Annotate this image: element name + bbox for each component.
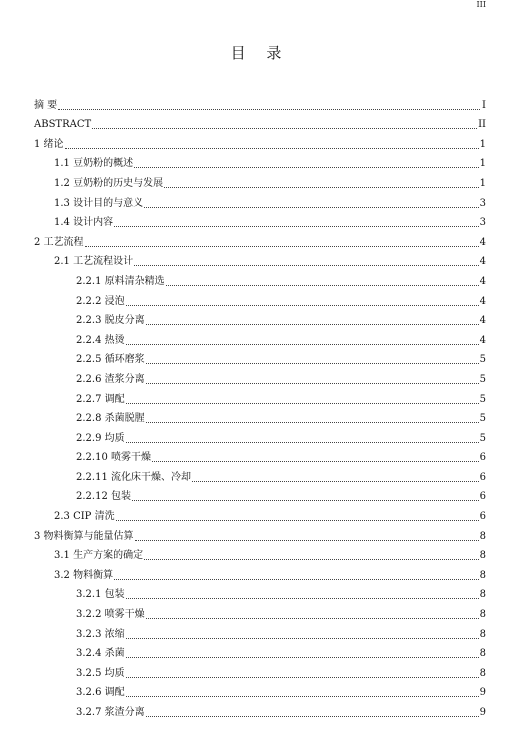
toc-entry-label: 2.2.8 杀菌脱腥 — [76, 413, 145, 425]
toc-entry-label: 3.2.2 喷雾干燥 — [76, 609, 145, 621]
toc-entry-page-number: 1 — [479, 138, 486, 150]
toc-entry-page-number: 4 — [479, 295, 486, 307]
toc-entry[interactable] — [34, 170, 486, 190]
toc-entry-page-number: 4 — [479, 236, 486, 248]
toc-entry-label: 2.1 工艺流程设计 — [54, 256, 134, 268]
toc-entry-page-number: 9 — [479, 707, 486, 718]
toc-entry[interactable] — [34, 229, 486, 249]
toc-entry-page-number: 4 — [479, 315, 486, 327]
dot-leader — [126, 442, 479, 443]
toc-entry-page-number: 5 — [479, 354, 486, 366]
dot-leader — [126, 677, 479, 678]
toc-entry-page-number: 4 — [479, 256, 486, 268]
dot-leader — [146, 324, 479, 325]
toc-entry[interactable] — [34, 543, 486, 563]
toc-entry-label: 3 物料衡算与能量估算 — [34, 530, 134, 542]
dot-leader — [144, 207, 479, 208]
toc-entry[interactable] — [34, 464, 486, 484]
toc-entry-page-number: 5 — [479, 432, 486, 444]
page-title: 目 录 — [230, 44, 290, 62]
toc-entry[interactable] — [34, 484, 486, 504]
dot-leader — [92, 128, 477, 129]
dot-leader — [146, 422, 479, 423]
toc-entry-label: 摘 要 — [34, 99, 58, 111]
toc-entry-page-number: I — [482, 99, 486, 111]
toc-entry-page-number: 5 — [479, 373, 486, 385]
dot-leader — [114, 579, 479, 580]
toc-entry[interactable] — [34, 699, 486, 719]
toc-entry[interactable] — [34, 503, 486, 523]
dot-leader — [85, 246, 479, 247]
toc-entry[interactable] — [34, 386, 486, 406]
toc-entry-label: ABSTRACT — [34, 119, 92, 131]
dot-leader — [152, 461, 479, 462]
dot-leader — [126, 344, 479, 345]
toc-entry[interactable] — [34, 660, 486, 680]
toc-entry-label: 1 绪论 — [34, 138, 64, 150]
toc-entry[interactable] — [34, 308, 486, 328]
toc-entry-page-number: 8 — [479, 609, 486, 621]
toc-entry-label: 3.2.5 均质 — [76, 667, 125, 679]
dot-leader — [132, 500, 479, 501]
toc-entry[interactable] — [34, 582, 486, 602]
toc-entry-label: 2.2.9 均质 — [76, 432, 125, 444]
toc-entry-label: 2.2.12 包装 — [76, 491, 131, 503]
dot-leader — [144, 559, 479, 560]
toc-entry-page-number: 1 — [479, 177, 486, 189]
toc-entry[interactable] — [34, 425, 486, 445]
toc-entry-page-number: 6 — [479, 452, 486, 464]
toc-entry-label: 2.2.3 脱皮分离 — [76, 315, 145, 327]
toc-entry[interactable] — [34, 249, 486, 269]
dot-leader — [166, 285, 479, 286]
dot-leader — [116, 520, 479, 521]
toc-entry-label: 2.2.11 流化床干燥、冷却 — [76, 471, 191, 483]
dot-leader — [126, 657, 479, 658]
toc-entry[interactable] — [34, 151, 486, 171]
page-number: III — [476, 0, 486, 9]
dot-leader — [126, 696, 479, 697]
toc-entry-page-number: 6 — [479, 471, 486, 483]
toc-entry-page-number: 8 — [479, 530, 486, 542]
dot-leader — [146, 716, 479, 717]
toc-entry-label: 2 工艺流程 — [34, 236, 84, 248]
toc-entry-label: 1.1 豆奶粉的概述 — [54, 158, 134, 170]
dot-leader — [65, 148, 479, 149]
toc-entry-label: 2.2.2 浸泡 — [76, 295, 125, 307]
toc-entry[interactable] — [34, 641, 486, 661]
toc-entry-label: 3.2.6 调配 — [76, 687, 125, 699]
toc-entry[interactable] — [34, 406, 486, 426]
toc-entry[interactable] — [34, 268, 486, 288]
toc-entry-label: 2.2.4 热烫 — [76, 334, 125, 346]
table-of-contents — [34, 92, 486, 719]
toc-entry-page-number: 8 — [479, 628, 486, 640]
dot-leader — [126, 598, 479, 599]
toc-entry-page-number: 6 — [479, 491, 486, 503]
toc-entry-page-number: 3 — [479, 217, 486, 229]
toc-entry[interactable] — [34, 347, 486, 367]
toc-entry-page-number: 4 — [479, 334, 486, 346]
dot-leader — [134, 167, 479, 168]
dot-leader — [146, 618, 479, 619]
toc-entry[interactable] — [34, 445, 486, 465]
toc-entry-page-number: 6 — [479, 511, 486, 523]
toc-entry[interactable] — [34, 112, 486, 132]
toc-entry-label: 3.2.3 浓缩 — [76, 628, 125, 640]
toc-entry-page-number: 8 — [479, 648, 486, 660]
toc-entry-label: 3.2.4 杀菌 — [76, 648, 125, 660]
dot-leader — [146, 383, 479, 384]
dot-leader — [192, 481, 479, 482]
toc-entry-label: 2.2.7 调配 — [76, 393, 125, 405]
toc-entry-label: 3.2.7 浆渣分离 — [76, 707, 145, 718]
dot-leader — [134, 265, 479, 266]
toc-entry-label: 2.2.6 渣浆分离 — [76, 373, 145, 385]
toc-entry-page-number: 8 — [479, 569, 486, 581]
toc-entry-page-number: II — [478, 119, 486, 131]
toc-entry-label: 3.1 生产方案的确定 — [54, 550, 144, 562]
toc-entry-label: 3.2.1 包装 — [76, 589, 125, 601]
toc-entry[interactable] — [34, 523, 486, 543]
toc-entry-label: 3.2 物料衡算 — [54, 569, 114, 581]
toc-entry-label: 1.3 设计目的与意义 — [54, 197, 144, 209]
toc-entry[interactable] — [34, 190, 486, 210]
toc-entry-page-number: 3 — [479, 197, 486, 209]
toc-entry-page-number: 1 — [479, 158, 486, 170]
toc-entry[interactable] — [34, 210, 486, 230]
dot-leader — [135, 540, 479, 541]
toc-entry[interactable] — [34, 131, 486, 151]
toc-entry-page-number: 8 — [479, 550, 486, 562]
dot-leader — [126, 305, 479, 306]
toc-entry[interactable] — [34, 621, 486, 641]
toc-entry-label: 2.2.10 喷雾干燥 — [76, 452, 151, 464]
toc-entry-label: 2.3 CIP 清洗 — [54, 511, 115, 523]
toc-entry-page-number: 5 — [479, 413, 486, 425]
dot-leader — [164, 187, 479, 188]
dot-leader — [58, 109, 480, 110]
dot-leader — [146, 363, 479, 364]
toc-entry[interactable] — [34, 562, 486, 582]
toc-entry-label: 1.4 设计内容 — [54, 217, 114, 229]
toc-entry-page-number: 8 — [479, 667, 486, 679]
dot-leader — [114, 226, 479, 227]
toc-entry[interactable] — [34, 601, 486, 621]
toc-entry[interactable] — [34, 680, 486, 700]
toc-entry-page-number: 8 — [479, 589, 486, 601]
toc-entry-page-number: 4 — [479, 275, 486, 287]
toc-entry[interactable] — [34, 288, 486, 308]
dot-leader — [126, 403, 479, 404]
toc-entry-page-number: 9 — [479, 687, 486, 699]
toc-entry[interactable] — [34, 366, 486, 386]
toc-entry[interactable] — [34, 92, 486, 112]
toc-entry[interactable] — [34, 327, 486, 347]
toc-entry-page-number: 5 — [479, 393, 486, 405]
toc-entry-label: 2.2.1 原料清杂精选 — [76, 275, 165, 287]
toc-entry-label: 2.2.5 循环磨浆 — [76, 354, 145, 366]
toc-entry-label: 1.2 豆奶粉的历史与发展 — [54, 177, 164, 189]
dot-leader — [126, 638, 479, 639]
